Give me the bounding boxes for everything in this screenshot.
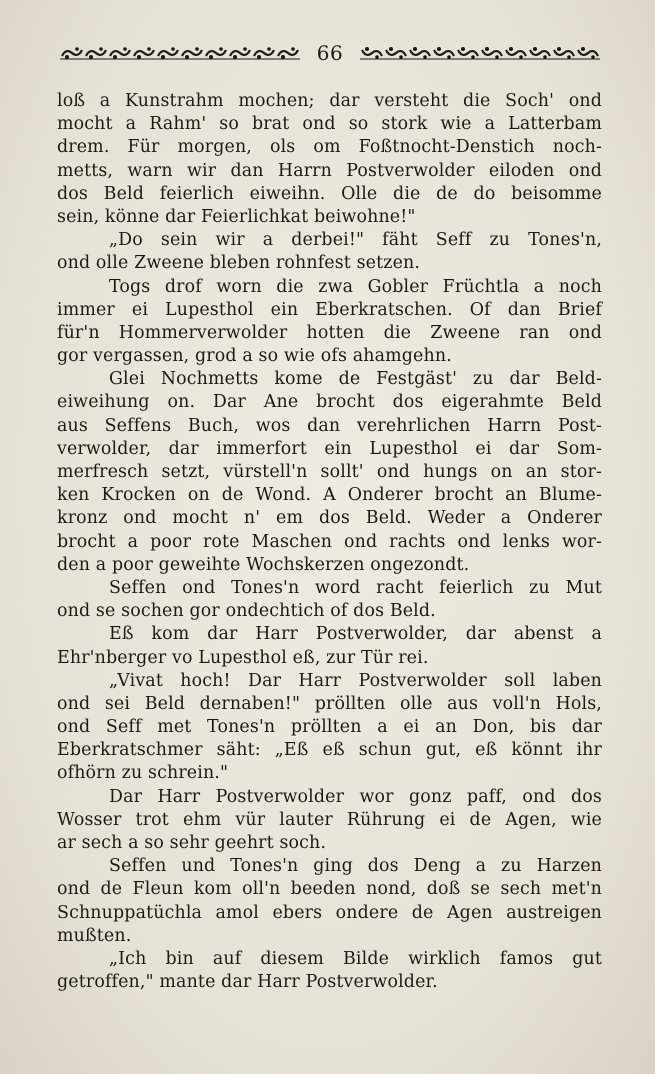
- text-line: drem. Für morgen, ols om Foßtnocht-Denstich noch-: [57, 137, 602, 158]
- text-line: mußten.: [57, 925, 132, 946]
- text-line: gor vergassen, grod a so wie ofs ahamgehn.: [57, 346, 452, 367]
- text-line: Seffen und Tones'n ging dos Deng a zu Harzen: [109, 856, 602, 877]
- text-line: den a poor geweihte Wochskerzen ongezondt.: [57, 554, 470, 575]
- text-line: getroffen," mante dar Harr Postverwolder.: [57, 972, 438, 993]
- text-line: kronz ond mocht n' em dos Beld. Weder a Onderer: [57, 508, 602, 529]
- text-line: ond sei Beld dernaben!" pröllten olle aus voll'n Hols,: [57, 693, 602, 714]
- text-line: „Do sein wir a derbei!" fäht Seff zu Tones'n,: [109, 230, 602, 251]
- text-line: loß a Kunstrahm mochen; dar versteht die Soch' ond: [57, 91, 602, 111]
- text-line: „Ich bin auf diesem Bilde wirklich famos gut: [109, 948, 602, 969]
- text-line: dos Beld feierlich eiweihn. Olle die de do beisomme: [57, 183, 602, 204]
- text-line: sein, könne dar Feierlichkat beiwohne!": [57, 206, 416, 227]
- text-line: Dar Harr Postverwolder wor gonz paff, ond dos: [109, 786, 602, 807]
- text-line: „Vivat hoch! Dar Harr Postverwolder soll laben: [109, 670, 602, 691]
- text-line: Schnuppatüchla amol ebers ondere de Agen austreigen: [57, 902, 602, 923]
- text-line: ond Seff met Tones'n pröllten a ei an Don, bis dar: [57, 717, 602, 738]
- text-line: ar sech a so sehr geehrt soch.: [57, 833, 327, 853]
- text-line: ken Krocken on de Wond. A Onderer brocht an Blume-: [57, 485, 602, 506]
- text-line: Eberkratschmer säht: „Eß eß schun gut, eß könnt ihr: [57, 740, 602, 761]
- ornament-border-right-icon: [360, 44, 600, 62]
- text-line: ond de Fleun kom oll'n beeden nond, doß se sech met'n: [57, 879, 602, 900]
- text-line: verwolder, dar immerfort ein Lupesthol ei dar Som-: [57, 438, 602, 459]
- page-number: 66: [316, 41, 344, 65]
- text-line: aus Seffens Buch, wos dan verehrlichen Harrn Post-: [57, 415, 602, 436]
- text-line: Togs drof worn die zwa Gobler Früchtla a noch: [109, 276, 602, 297]
- page-header: [60, 40, 600, 66]
- text-line: mocht a Rahm' so brat ond so stork wie a Latterbam: [57, 114, 602, 135]
- text-line: ond se sochen gor ondechtich of dos Beld.: [57, 601, 436, 622]
- text-line: metts, warn wir dan Harrn Postverwolder eiloden ond: [57, 160, 602, 181]
- ornament-border-left-icon: [60, 44, 300, 62]
- text-line: brocht a poor rote Maschen ond rachts ond lenks wor-: [57, 531, 602, 552]
- text-line: ofhörn zu schrein.": [57, 763, 229, 784]
- text-line: Wosser trot ehm vür lauter Rührung ei de Agen, wie: [57, 809, 602, 830]
- text-line: merfresch setzt, vürstell'n sollt' ond hungs on an stor-: [57, 462, 602, 482]
- text-line: Seffen ond Tones'n word racht feierlich zu Mut: [109, 577, 602, 598]
- text-line: Eß kom dar Harr Postverwolder, dar abenst a: [109, 624, 602, 645]
- text-line: eiweihung on. Dar Ane brocht dos eigerahmte Beld: [57, 392, 602, 413]
- text-line: ond olle Zweene bleben rohnfest setzen.: [57, 253, 421, 274]
- text-line: für'n Hommerverwolder hotten die Zweene ran ond: [57, 322, 602, 343]
- text-line: Glei Nochmetts kome de Festgäst' zu dar Beld-: [109, 369, 602, 390]
- text-line: immer ei Lupesthol ein Eberkratschen. Of dan Brief: [57, 299, 602, 320]
- body-text: [57, 90, 602, 994]
- text-line: Ehr'nberger vo Lupesthol eß, zur Tür rei.: [57, 647, 429, 668]
